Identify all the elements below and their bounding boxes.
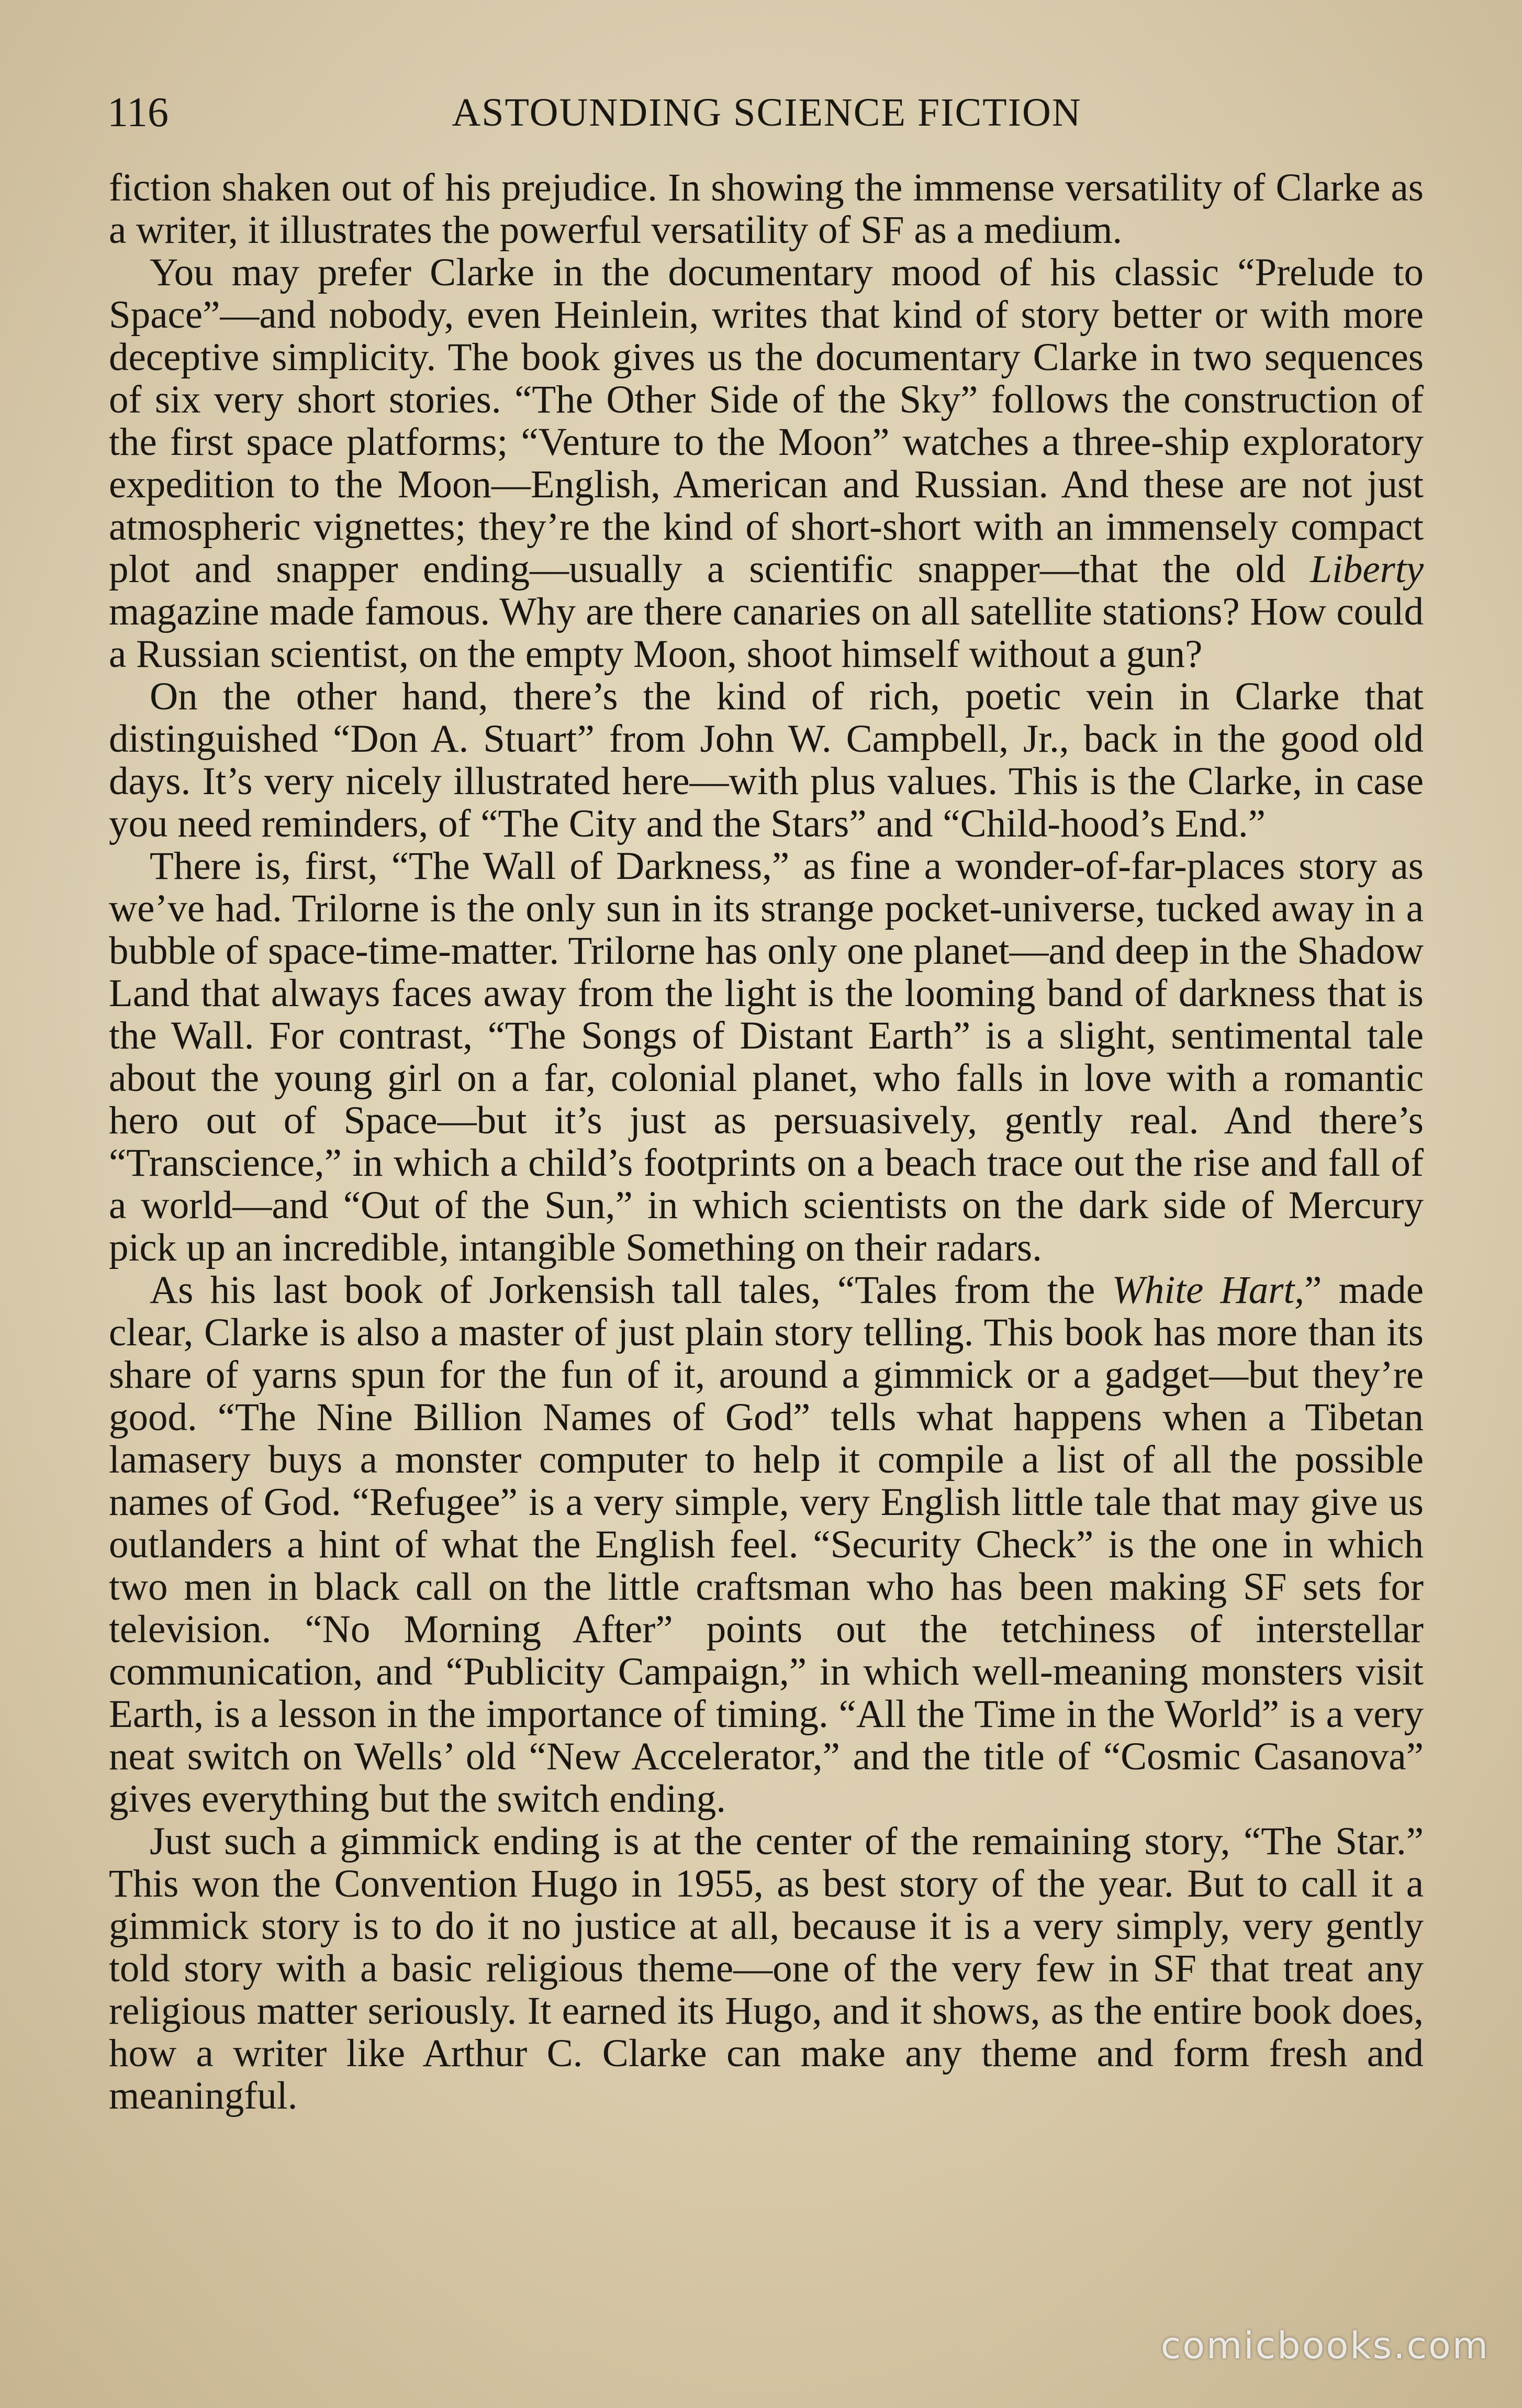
text-run: magazine made famous. Why are there canaries on all satellite stations? How could a Russian scientist, on the empty Moon, shoot himself without a gun? (109, 590, 1424, 676)
text-run: Just such a gimmick ending is at the center of the remaining story, “The Star.” This won the Convention Hugo in 1955, as best story of the year. But to call it a gimmick story is to do it no justice at all, because it is a very simply, very gently told story with a basic religious theme—one of the very few in SF that treat any religious matter seriously. It earned its Hugo, and it shows, as the entire book does, how a writer like Arthur C. Clarke can make any theme and form fresh and meaningful. (109, 1820, 1424, 2117)
paragraph (109, 1269, 1424, 1820)
text-run: You may prefer Clarke in the documentary mood of his classic “Prelude to Space”—and nobody, even Heinlein, writes that kind of story better or with more deceptive simplicity. The book gives us the documentary Clarke in two sequences of six very short stories. “The Other Side of the Sky” follows the construction of the first space platforms; “Venture to the Moon” watches a three-ship exploratory expedition to the Moon—English, American and Russian. And these are not just atmospheric vignettes; they’re the kind of short-short with an immensely compact plot and snapper ending—usually a scientific snapper—that the old (109, 251, 1424, 591)
text-run: ” made clear, Clarke is also a master of just plain story telling. This book has more than its share of yarns spun for the fun of it, around a gimmick or a gadget—but they’re good. “The Nine Billion Names of God” tells what happens when a Tibetan lamasery buys a monster computer to help it compile a list of all the possible names of God. “Refugee” is a very simple, very English little tale that may give us outlanders a hint of what the English feel. “Security Check” is the one in which two men in black call on the little craftsman who has been making SF sets for television. “No Morning After” points out the tetchiness of interstellar communication, and “Publicity Campaign,” in which well-meaning monsters visit Earth, is a lesson in the importance of timing. “All the Time in the World” is a very neat switch on Wells’ old “New Accelerator,” and the title of “Cosmic Casanova” gives everything but the switch ending. (109, 1268, 1424, 1821)
page-number: 116 (107, 90, 169, 136)
paragraph (109, 1820, 1424, 2117)
paragraph (109, 166, 1424, 251)
article-body (109, 166, 1424, 2117)
paragraph (109, 251, 1424, 675)
journal-title: ASTOUNDING SCIENCE FICTION (452, 91, 1082, 135)
italic-title: White Hart, (1112, 1268, 1305, 1312)
text-run: There is, first, “The Wall of Darkness,” as fine a wonder-of-far-places story as we’ve had. Trilorne is the only sun in its strange pocket-universe, tucked away in a bubble of space-time-matter. Trilorne has only one planet—and deep in the Shadow Land that always faces away from the light is the looming band of darkness that is the Wall. For contrast, “The Songs of Distant Earth” is a slight, sentimental tale about the young girl on a far, colonial planet, who falls in love with a romantic hero out of Space—but it’s just as persuasively, gently real. And there’s “Transcience,” in which a child’s footprints on a beach trace out the rise and fall of a world—and “Out of the Sun,” in which scientists on the dark side of Mercury pick up an incredible, intangible Something on their radars. (109, 844, 1424, 1269)
italic-title: Liberty (1310, 548, 1424, 591)
text-run: fiction shaken out of his prejudice. In showing the immense versatility of Clarke as a writer, it illustrates the powerful versatility of SF as a medium. (109, 166, 1424, 252)
paragraph (109, 675, 1424, 845)
running-head (107, 84, 1426, 141)
watermark: comicbooks.com (1160, 2324, 1490, 2367)
text-run: On the other hand, there’s the kind of rich, poetic vein in Clarke that distinguished “Don A. Stuart” from John W. Campbell, Jr., back in the good old days. It’s very nicely illustrated here—with plus values. This is the Clarke, in case you need reminders, of “The City and the Stars” and “Child-hood’s End.” (109, 675, 1424, 845)
paragraph (109, 845, 1424, 1269)
text-run: As his last book of Jorkensish tall tales, “Tales from the (150, 1268, 1112, 1312)
